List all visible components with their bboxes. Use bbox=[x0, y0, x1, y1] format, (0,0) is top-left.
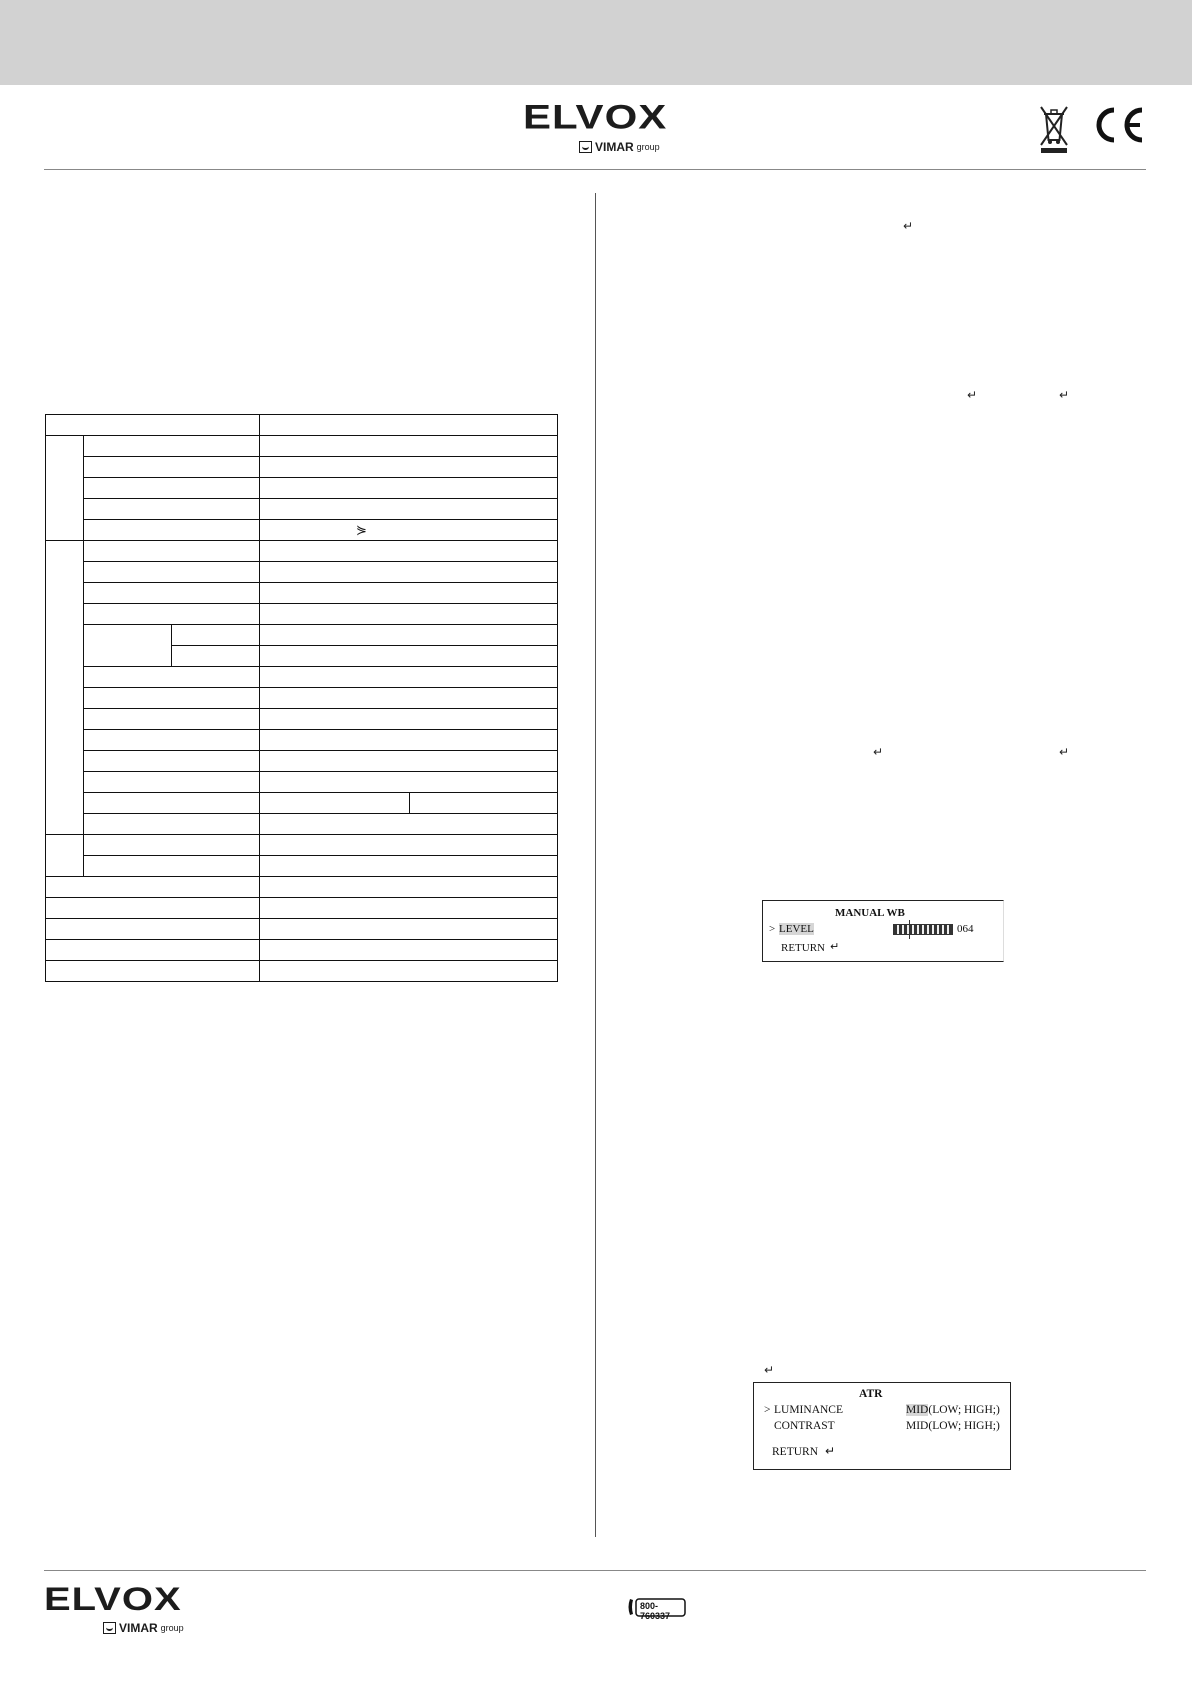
table-group-cell bbox=[46, 436, 84, 541]
table-cell bbox=[410, 793, 558, 814]
table-row bbox=[46, 772, 558, 793]
return-arrow-icon: ↵ bbox=[1059, 388, 1070, 402]
table-row bbox=[46, 457, 558, 478]
header-rule bbox=[44, 169, 1146, 170]
table-row bbox=[46, 541, 558, 562]
table-cell bbox=[260, 415, 558, 436]
table-row bbox=[46, 688, 558, 709]
table-cell bbox=[84, 562, 260, 583]
table-cell bbox=[260, 625, 558, 646]
table-cell bbox=[260, 814, 558, 835]
column-divider bbox=[595, 193, 596, 1537]
table-cell bbox=[260, 541, 558, 562]
table-cell bbox=[260, 856, 558, 877]
table-row bbox=[46, 604, 558, 625]
table-cell bbox=[260, 772, 558, 793]
table-row bbox=[46, 625, 558, 646]
table-row bbox=[46, 814, 558, 835]
table-cell bbox=[260, 688, 558, 709]
osd-manual-wb-screen bbox=[762, 900, 1004, 962]
table-cell bbox=[260, 751, 558, 772]
elvox-logo-footer bbox=[44, 1581, 184, 1635]
osd-contrast-label: CONTRAST bbox=[774, 1420, 835, 1432]
table-cell bbox=[84, 688, 260, 709]
table-cell bbox=[260, 919, 558, 940]
return-arrow-icon: ↵ bbox=[967, 388, 978, 402]
table-cell bbox=[260, 709, 558, 730]
table-row bbox=[46, 478, 558, 499]
group-text: group bbox=[636, 142, 660, 152]
table-cell bbox=[260, 898, 558, 919]
table-row bbox=[46, 583, 558, 604]
logo-wordmark: ELVOX bbox=[523, 97, 668, 137]
vimar-icon bbox=[103, 1622, 116, 1634]
table-cell bbox=[260, 646, 558, 667]
chevron-right-icon: > bbox=[769, 923, 776, 935]
table-cell bbox=[260, 520, 558, 541]
table-cell bbox=[260, 835, 558, 856]
footer-rule bbox=[44, 1570, 1146, 1571]
osd-level-label: LEVEL bbox=[779, 923, 814, 935]
table-group-cell bbox=[46, 541, 84, 835]
table-cell bbox=[84, 499, 260, 520]
table-cell bbox=[172, 646, 260, 667]
table-cell bbox=[46, 415, 260, 436]
table-cell bbox=[84, 604, 260, 625]
table-row bbox=[46, 667, 558, 688]
table-cell bbox=[46, 898, 260, 919]
table-group-cell bbox=[46, 835, 84, 877]
phone-number: 800-760337 bbox=[640, 1601, 671, 1621]
phone-badge bbox=[627, 1596, 687, 1623]
table-row bbox=[46, 856, 558, 877]
vimar-text: VIMAR bbox=[119, 1621, 158, 1635]
logo-wordmark: ELVOX bbox=[44, 1581, 182, 1618]
table-cell bbox=[84, 793, 260, 814]
osd-return-label: RETURN bbox=[781, 942, 825, 954]
table-cell bbox=[260, 457, 558, 478]
vimar-icon bbox=[579, 141, 592, 153]
table-cell bbox=[84, 751, 260, 772]
table-row bbox=[46, 835, 558, 856]
osd-title: MANUAL WB bbox=[835, 907, 905, 919]
return-arrow-icon: ↵ bbox=[903, 219, 914, 233]
table-row bbox=[46, 562, 558, 583]
table-row bbox=[46, 919, 558, 940]
return-arrow-icon: ↵ bbox=[825, 1444, 836, 1458]
vimar-group-mark bbox=[579, 140, 660, 154]
table-row bbox=[46, 751, 558, 772]
osd-level-bar bbox=[893, 923, 953, 935]
table-cell bbox=[84, 541, 260, 562]
vimar-text: VIMAR bbox=[595, 140, 634, 154]
table-cell bbox=[260, 961, 558, 982]
table-cell bbox=[260, 499, 558, 520]
return-arrow-icon: ↵ bbox=[830, 940, 840, 953]
table-cell bbox=[260, 667, 558, 688]
osd-luminance-options: (LOW; HIGH;) bbox=[928, 1404, 1000, 1416]
osd-title: ATR bbox=[859, 1388, 883, 1400]
osd-luminance-value bbox=[906, 1404, 1000, 1416]
osd-luminance-selected: MID bbox=[906, 1404, 929, 1416]
table-row bbox=[46, 877, 558, 898]
osd-luminance-label: LUMINANCE bbox=[774, 1404, 843, 1416]
osd-level-value: 064 bbox=[957, 923, 974, 935]
elvox-logo-header bbox=[523, 97, 668, 154]
table-row bbox=[46, 709, 558, 730]
table-cell bbox=[260, 877, 558, 898]
level-bar-marker bbox=[909, 920, 910, 939]
return-arrow-icon: ↵ bbox=[1059, 745, 1070, 759]
weee-bin-icon bbox=[1038, 104, 1070, 154]
table-row bbox=[46, 898, 558, 919]
table-row bbox=[46, 415, 558, 436]
return-arrow-icon: ↵ bbox=[873, 745, 884, 759]
table-row bbox=[46, 961, 558, 982]
table-cell bbox=[260, 478, 558, 499]
group-text: group bbox=[160, 1623, 184, 1633]
table-subgroup-cell bbox=[84, 625, 172, 667]
table-cell bbox=[84, 730, 260, 751]
table-cell bbox=[260, 436, 558, 457]
table-row bbox=[46, 436, 558, 457]
symbol-glyph: ⋟ bbox=[356, 522, 367, 537]
table-cell bbox=[84, 772, 260, 793]
table-cell bbox=[84, 835, 260, 856]
table-row bbox=[46, 940, 558, 961]
osd-return-label: RETURN bbox=[772, 1446, 818, 1458]
table-row bbox=[46, 499, 558, 520]
chevron-right-icon: > bbox=[764, 1404, 771, 1416]
table-cell bbox=[260, 583, 558, 604]
vimar-group-mark bbox=[103, 1621, 184, 1635]
table-cell bbox=[84, 667, 260, 688]
table-cell bbox=[84, 814, 260, 835]
table-cell bbox=[84, 856, 260, 877]
table-cell bbox=[84, 583, 260, 604]
table-cell bbox=[46, 961, 260, 982]
table-cell bbox=[46, 919, 260, 940]
table-cell bbox=[84, 709, 260, 730]
table-row bbox=[46, 793, 558, 814]
table-cell bbox=[84, 520, 260, 541]
table-row bbox=[46, 730, 558, 751]
table-row bbox=[46, 520, 558, 541]
osd-atr-screen bbox=[753, 1382, 1011, 1470]
spec-table bbox=[45, 414, 558, 982]
table-cell bbox=[46, 940, 260, 961]
table-cell bbox=[260, 604, 558, 625]
osd-contrast-value: MID(LOW; HIGH;) bbox=[906, 1420, 1000, 1432]
table-cell bbox=[84, 457, 260, 478]
top-gray-band bbox=[0, 0, 1192, 85]
table-cell bbox=[260, 562, 558, 583]
table-cell bbox=[84, 478, 260, 499]
return-arrow-icon: ↵ bbox=[764, 1363, 775, 1377]
table-cell bbox=[260, 940, 558, 961]
table-cell bbox=[84, 436, 260, 457]
table-cell bbox=[260, 793, 410, 814]
table-cell bbox=[172, 625, 260, 646]
table-cell bbox=[260, 730, 558, 751]
level-bar-fill bbox=[893, 924, 953, 935]
ce-mark-icon bbox=[1090, 104, 1146, 146]
table-cell bbox=[46, 877, 260, 898]
